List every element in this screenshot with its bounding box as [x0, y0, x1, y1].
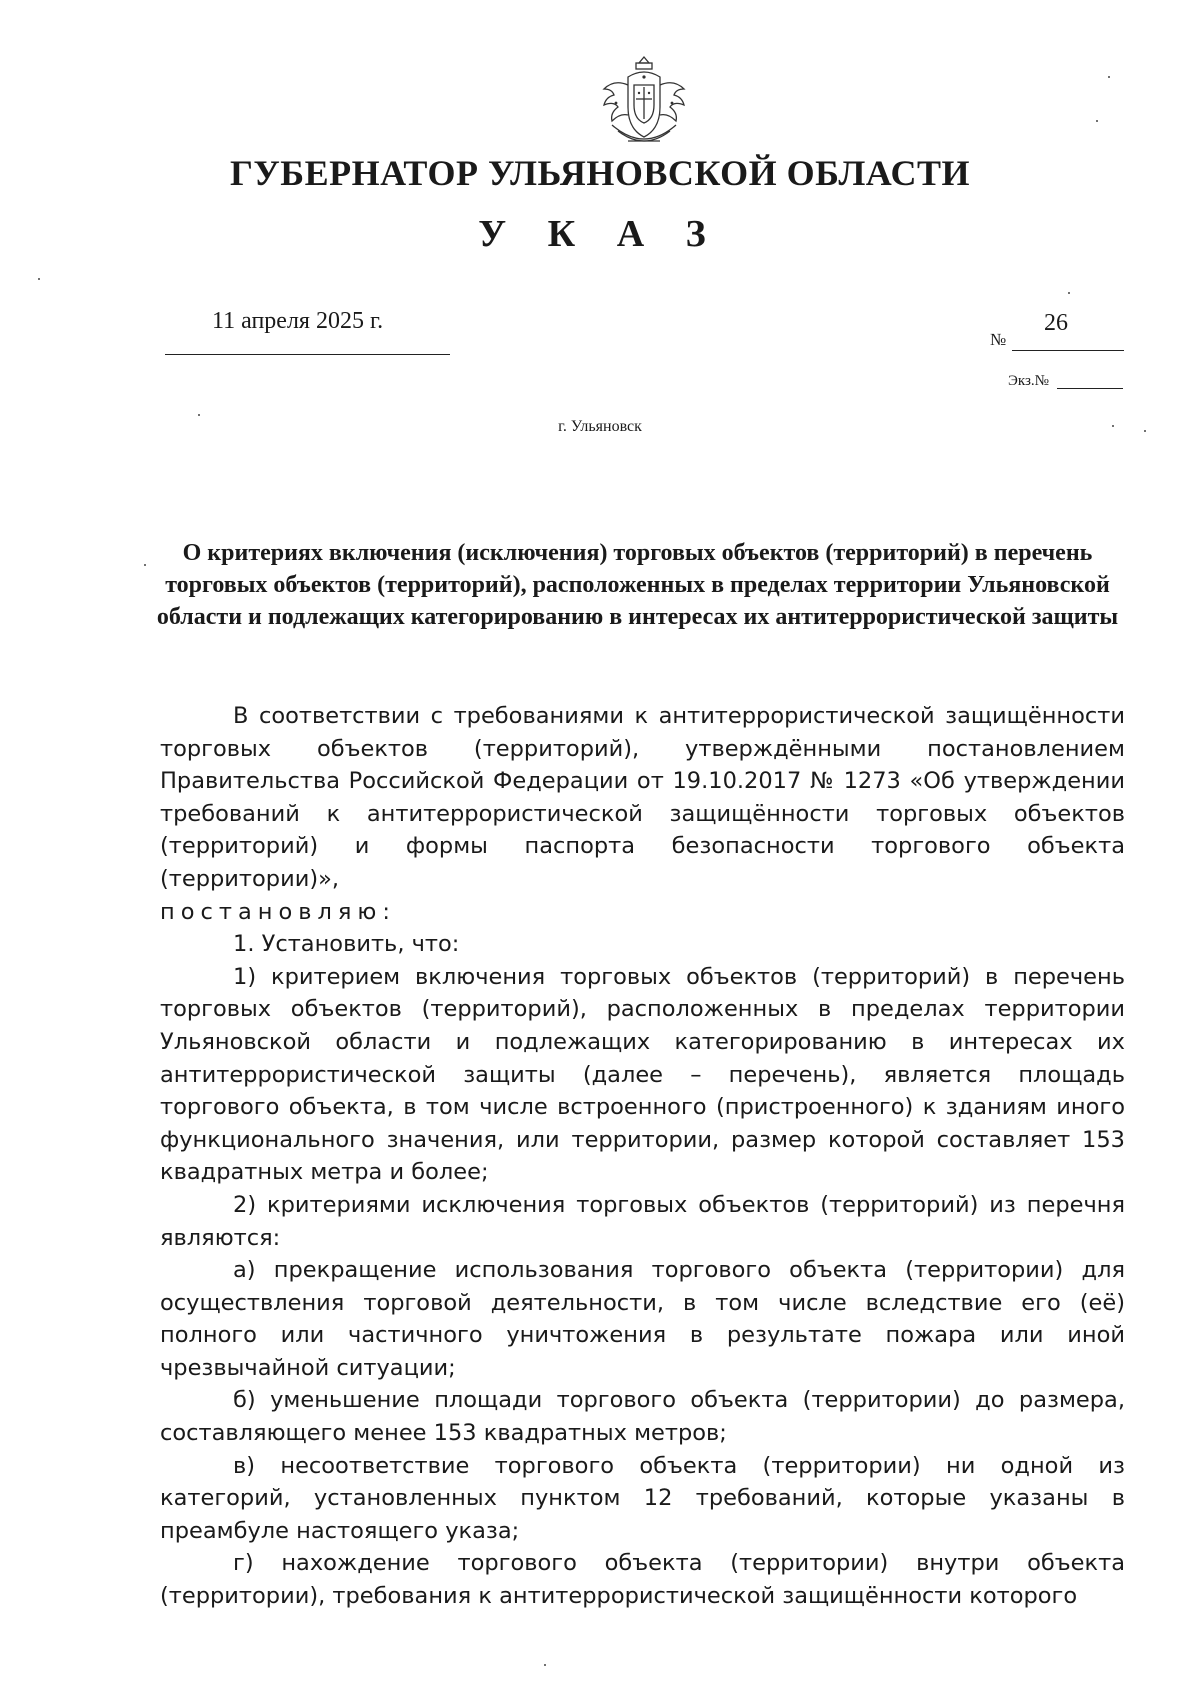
document-date: 11 апреля 2025 г. — [212, 308, 384, 334]
document-body — [160, 700, 1125, 1613]
city-of-issue: г. Ульяновск — [558, 418, 642, 435]
number-label: № — [990, 330, 1007, 349]
issuing-authority: ГУБЕРНАТОР УЛЬЯНОВСКОЙ ОБЛАСТИ — [229, 153, 971, 193]
scan-speck — [1108, 76, 1110, 78]
scan-speck — [1068, 292, 1070, 294]
preamble-paragraph: В соответствии с требованиями к антитеррористической защищённости торговых объектов (территорий), утверждёнными постановлением Правительства Российской Федерации от 19.10.2017 № 1273 «Об утверждении требований к антитеррористической защищённости торговых объектов (территорий) и формы паспорта безопасности торгового объекта (территории)», — [160, 703, 1125, 892]
clause-1: 1. Установить, что: — [233, 931, 460, 958]
copy-number-underline — [1057, 388, 1123, 389]
decree-word-text: постановляю: — [160, 898, 396, 925]
clause-1-2-b: б) уменьшение площади торгового объекта (территории) до размера, составляющего менее 153 квадратных метров; — [160, 1387, 1125, 1447]
scan-speck — [38, 278, 40, 280]
scan-speck — [1144, 430, 1146, 432]
clause-1-1: 1) критерием включения торговых объектов (территорий) в перечень торговых объектов (территорий), расположенных в пределах территории Ульяновской области и подлежащих категорированию в интересах их антитеррористической защиты (далее – перечень), является площадь торгового объекта, в том числе встроенного (пристроенного) к зданиям иного функционального значения, или территории, размер которой составляет 153 квадратных метра и более; — [160, 963, 1125, 1186]
clause-1-2-a: а) прекращение использования торгового объекта (территории) для осуществления торговой деятельности, в том числе вследствие его (её) полного или частичного уничтожения в результате пожара или иной чрезвычайной ситуации; — [160, 1257, 1125, 1381]
date-underline — [165, 354, 450, 355]
coat-of-arms-icon — [598, 55, 690, 153]
scan-speck — [1096, 120, 1098, 122]
document-type: У К А З — [478, 213, 722, 255]
number-underline — [1012, 350, 1124, 351]
scan-speck — [544, 1664, 546, 1666]
scan-speck — [1112, 425, 1114, 427]
decree-word — [160, 896, 1125, 929]
scan-speck — [144, 564, 146, 566]
scan-speck — [198, 414, 200, 416]
clause-1-2: 2) критериями исключения торговых объектов (территорий) из перечня являются: — [160, 1191, 1125, 1251]
clause-1-2-g: г) нахождение торгового объекта (территории) внутри объекта (территории), требования к антитеррористической защищённости которого — [160, 1550, 1125, 1610]
clause-1-2-v: в) несоответствие торгового объекта (территории) ни одной из категорий, установленных пунктом 12 требований, которые указаны в преамбуле настоящего указа; — [160, 1452, 1125, 1544]
document-number: 26 — [1044, 310, 1068, 336]
copy-number-label: Экз.№ — [1008, 373, 1049, 389]
document-title: О критериях включения (исключения) торговых объектов (территорий) в перечень торговых объектов (территорий), расположенных в пределах территории Ульяновской области и подлежащих категорированию в интересах их антитеррористической защиты — [156, 540, 1119, 630]
